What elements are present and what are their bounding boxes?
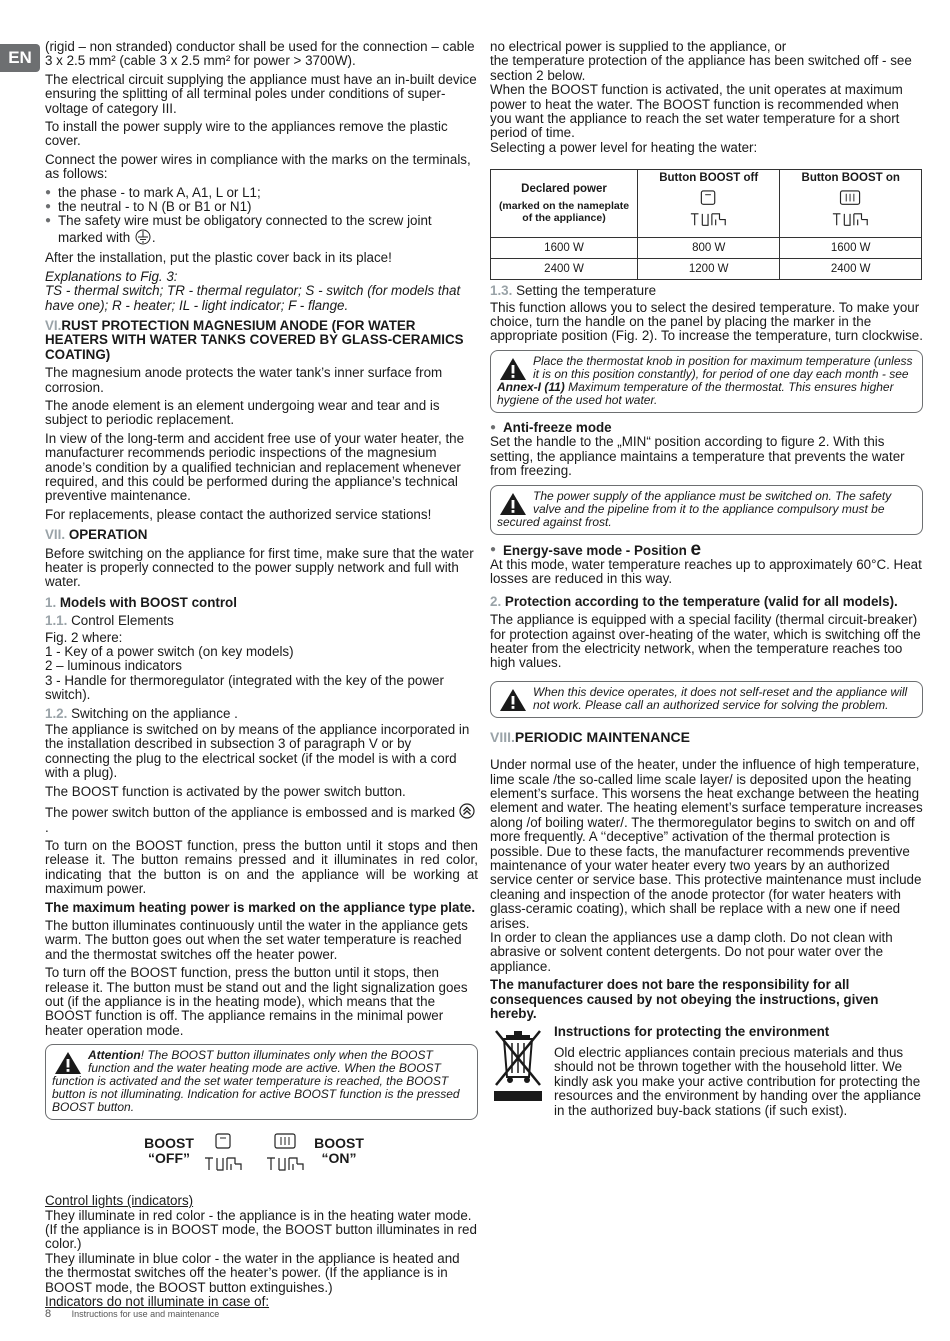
table-cell: 1600 W	[491, 238, 638, 259]
boost-on-icon	[265, 1132, 307, 1176]
boost-off-icon	[688, 189, 730, 231]
section-heading: VI.RUST PROTECTION MAGNESIUM ANODE (FOR WATER HEATERS WITH WATER TANKS COVERED BY GLASS-CERAMICS COATING)	[45, 317, 464, 362]
table-header: Button BOOST off	[638, 170, 780, 238]
figure-legend: TS - thermal switch; TR - thermal regulator; S - switch (for models that have one); R - heater; IL - light indicator; F - flange.	[45, 283, 461, 313]
paragraph: Indicators do not illuminate in case of:	[45, 1294, 270, 1310]
eco-symbol-icon: e	[690, 538, 702, 560]
paragraph: The electrical circuit supplying the appliance must have an in-built device ensuring the splitting of all terminal poles under conditions of super-voltage of category III.	[45, 71, 477, 116]
paragraph: Under normal use of the heater, under the influence of high temperature, lime scale /the so-called lime scale layer/ is deposited upon the heating element’s surface. This worsens the heat exchange between the heating element and water. The heating element’s surface temperature increases along /of boiling water/. The thermoregulator begins to switch on and off more frequently. A ‘‘deceptive” activation of the thermal protection is possible. Due to these facts, the manufacturer recommends preventive maintenance of your water heater every two years by an authorized service center or service base. This protective maintenance must include cleaning and inspection of the anode protector (for water heaters with glass-ceramic coating), which shall be replace with a new one if need arises.	[490, 757, 923, 931]
boost-on-icon	[830, 189, 872, 231]
subsection-heading: 1. Models with BOOST control	[45, 594, 237, 610]
paragraph: They illuminate in red color - the appliance is in the heating water mode. (If the appliance is in BOOST mode, the BOOST button illuminates in red color.)	[45, 1207, 477, 1252]
boost-off-label: BOOST “OFF”	[144, 1135, 194, 1167]
table-cell: 2400 W	[491, 259, 638, 280]
paragraph: The anode element is an element undergoing wear and tear and is subject to periodic replacement.	[45, 397, 440, 428]
warning-icon	[499, 357, 527, 381]
paragraph: To turn on the BOOST function, press the button until it stops and then release it. The button remains pressed and it illuminates in red color, indicating that the button is on and the appliance will be working at maximum power.	[45, 837, 478, 897]
paragraph: 3 - Handle for thermoregulator (integrated with the key of the power switch).	[45, 672, 444, 703]
paragraph: In order to clean the appliances use a damp cloth. Do not clean with abrasive or solvent content detergents. Do not pour water over the appliance.	[490, 930, 893, 974]
paragraph: the temperature protection of the appliance has been switched off - see section 2 below.	[490, 53, 912, 83]
paragraph: At this mode, water temperature reaches up to approximately 60°C. Heat losses are reduced in this way.	[490, 556, 922, 587]
paragraph: The magnesium anode protects the water tank’s inner surface from corrosion.	[45, 365, 443, 395]
crossed-bin-icon	[490, 1027, 546, 1107]
bullet-item: ● The safety wire must be obligatory connected to the screw joint marked with .	[45, 214, 478, 245]
table-row	[491, 259, 922, 280]
thermostat-note: Place the thermostat knob in position for maximum temperature (unless it is on this position constantly), for period of one day each month - see Annex-I (11) Maximum temperature of the thermostat. This ensures higher hygiene of the used hot water.	[490, 350, 923, 413]
paragraph: Connect the power wires in compliance with the marks on the terminals, as follows:	[45, 151, 471, 182]
warning-icon	[54, 1051, 82, 1075]
power-table	[490, 169, 922, 280]
bullet-heading: ● Energy-save mode - Position e	[490, 543, 923, 558]
paragraph: Control lights (indicators)	[45, 1193, 194, 1209]
paragraph: In view of the long-term and accident free use of your water heater, the manufacturer recommends periodic inspections of the magnesium anode’s condition by a qualified technician and replacement whenever required, and this could be performed during the appliance’s technical preventive maintenance.	[45, 430, 465, 504]
paragraph: To turn off the BOOST function, press the button until it stops, then release it. The button must be stand out and the light signalization goes out (if the appliance is in the heating mode), which means that the BOOST function is off. The appliance remains in the minimal power heater operation mode.	[45, 965, 468, 1038]
table-cell: 2400 W	[780, 259, 922, 280]
environment-heading: Instructions for protecting the environment	[554, 1024, 830, 1040]
paragraph: The BOOST function is activated by the power switch button.	[45, 783, 406, 799]
protection-note: When this device operates, it does not self-reset and the appliance will not work. Please call an authorized service for solving the problem.	[490, 681, 923, 718]
table-cell: 1600 W	[780, 238, 922, 259]
paragraph: 2 – luminous indicators	[45, 658, 182, 674]
ground-symbol-icon	[134, 229, 152, 245]
attention-note: Attention! The BOOST button illuminates only when the BOOST function and the water heating mode are active. When the BOOST function is activated and the set water temperature is reached, the BOOST button is not illuminating. Indication for active BOOST function is the pressed BOOST button.	[45, 1044, 478, 1120]
paragraph: After the installation, put the plastic cover back in its place!	[45, 250, 392, 266]
language-tab: EN	[0, 44, 40, 72]
table-row	[491, 238, 922, 259]
section-heading: VIII.PERIODIC MAINTENANCE	[490, 728, 690, 745]
footer-text: Instructions for use and maintenance	[71, 1309, 220, 1319]
paragraph: The power switch button of the appliance is embossed and is marked .	[45, 803, 478, 835]
paragraph: The appliance is equipped with a special facility (thermal circuit-breaker) for protection against over-heating of the water, which is switching off the heater from the electricity network, when the temperature reaches too high values.	[490, 612, 921, 671]
warning-icon	[499, 688, 527, 712]
subsection-heading: 1.1. Control Elements	[45, 613, 174, 629]
paragraph: 1 - Key of a power switch (on key models)	[45, 644, 294, 660]
subsection-heading: 1.3. Setting the temperature	[490, 283, 657, 299]
paragraph: This function allows you to select the desired temperature. To make your choice, turn the handle on the panel by placing the marker in the appropriate position (Fig. 2). To increase the temperature, turn clockwise.	[490, 299, 923, 344]
paragraph: Before switching on the appliance for first time, make sure that the water heater is properly connected to the power supply network and full with water.	[45, 545, 474, 590]
paragraph: Old electric appliances contain precious materials and thus should not be thrown together with the household litter. We kindly ask you make your active contribution for protecting the resources and the environment by handing over the appliance in the authorized buy-back stations (if such exist).	[554, 1044, 921, 1118]
paragraph: Selecting a power level for heating the water:	[490, 139, 758, 155]
paragraph: The maximum heating power is marked on the appliance type plate.	[45, 899, 476, 915]
environment-section	[490, 1025, 923, 1117]
subsection-heading: 2. Protection according to the temperature (valid for all models).	[490, 593, 898, 609]
paragraph: When the BOOST function is activated, the unit operates at maximum power to heat the water. The BOOST function is recommended when you want the appliance to reach the set water temperature for a short period of time.	[490, 82, 903, 141]
paragraph: (rigid – non stranded) conductor shall be used for the connection – cable 3 x 2.5 mm² (cable 3 x 2.5 mm² for power > 3700W).	[45, 39, 475, 69]
bullet-heading: ● Anti-freeze mode	[490, 421, 923, 435]
table-cell: 800 W	[638, 238, 780, 259]
frost-note: The power supply of the appliance must be switched on. The safety valve and the pipeline from it to the appliance compulsory must be secured against frost.	[490, 485, 923, 535]
table-cell: 1200 W	[638, 259, 780, 280]
paragraph: no electrical power is supplied to the appliance, or	[490, 39, 787, 54]
table-header: Declared power (marked on the nameplate of the appliance)	[491, 170, 638, 238]
page-number: 8	[45, 1308, 52, 1320]
table-header: Button BOOST on	[780, 170, 922, 238]
page-footer	[45, 1308, 219, 1320]
paragraph: The button illuminates continuously until the water in the appliance gets warm. The button goes out when the set water temperature is reached and the thermostat switches off the heater power.	[45, 917, 468, 962]
paragraph: Fig. 2 where:	[45, 629, 123, 645]
paragraph: Set the handle to the „MIN“ position according to figure 2. With this setting, the appliance maintains a temperature that prevents the water from freezing.	[490, 434, 905, 479]
bullet-item: ● the phase - to mark A, A1, L or L1;	[45, 186, 478, 200]
paragraph: For replacements, please contact the authorized service stations!	[45, 506, 432, 522]
boost-symbol-icon	[459, 803, 475, 819]
boost-figure	[45, 1132, 478, 1184]
section-heading: VII. OPERATION	[45, 527, 148, 543]
boost-off-icon	[203, 1132, 245, 1176]
warning-icon	[499, 492, 527, 516]
right-column	[490, 40, 923, 1122]
bullet-item: ● the neutral - to N (B or B1 or N1)	[45, 200, 478, 214]
boost-on-label: BOOST “ON”	[314, 1135, 364, 1167]
paragraph: The appliance is switched on by means of the appliance incorporated in the installation described in subsection 3 of paragraph V or by connecting the plug to the electrical socket (if the model is with a cord with a plug).	[45, 722, 470, 781]
paragraph: They illuminate in blue color - the water in the appliance is heated and the thermostat switches off the heater’s power. (If the appliance is in BOOST mode, the BOOST button extinguishes.)	[45, 1250, 460, 1295]
figure-caption: Explanations to Fig. 3:	[45, 268, 178, 284]
paragraph: The manufacturer does not bare the responsibility for all consequences caused by not obeying the instructions, given hereby.	[490, 977, 879, 1022]
paragraph: To install the power supply wire to the appliances remove the plastic cover.	[45, 119, 448, 149]
left-column	[45, 40, 478, 1313]
subsection-heading: 1.2. Switching on the appliance .	[45, 705, 238, 721]
